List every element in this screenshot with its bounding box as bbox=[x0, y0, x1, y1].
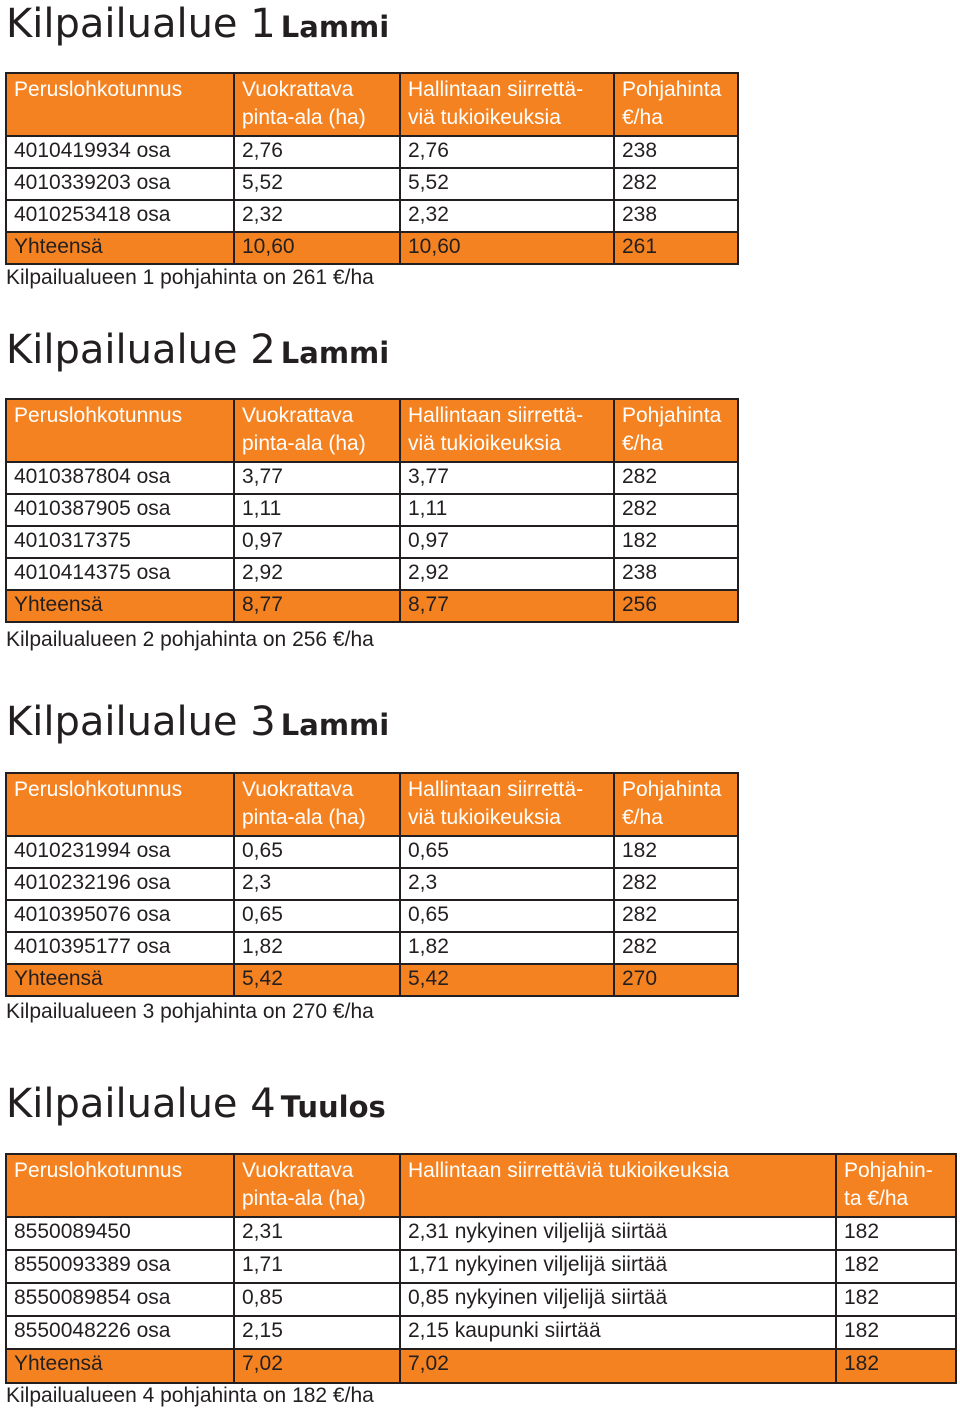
cell: 282 bbox=[614, 494, 738, 526]
cell: 1,82 bbox=[234, 932, 400, 964]
header-line: ta €/ha bbox=[844, 1187, 909, 1210]
section-title bbox=[6, 1081, 386, 1127]
table-total-row bbox=[6, 232, 738, 264]
header-line: viä tukioikeuksia bbox=[408, 806, 561, 829]
cell: 238 bbox=[614, 558, 738, 590]
cell: 10,60 bbox=[400, 232, 614, 264]
header-line: Vuokrattava bbox=[242, 404, 354, 427]
table-row bbox=[6, 136, 738, 168]
cell: 0,65 bbox=[400, 900, 614, 932]
header-line: Pohjahinta bbox=[622, 404, 722, 427]
cell: Yhteensä bbox=[6, 964, 234, 996]
cell: 282 bbox=[614, 168, 738, 200]
header-cell bbox=[234, 1154, 400, 1217]
cell: Yhteensä bbox=[6, 232, 234, 264]
header-cell bbox=[614, 73, 738, 136]
cell: 4010419934 osa bbox=[6, 136, 234, 168]
table-header-row bbox=[6, 399, 738, 462]
cell: 3,77 bbox=[234, 462, 400, 494]
table-header-row bbox=[6, 1154, 956, 1217]
header-line: Vuokrattava bbox=[242, 1159, 354, 1182]
header-line: Peruslohkotunnus bbox=[14, 1159, 183, 1182]
cell: 2,76 bbox=[400, 136, 614, 168]
table-row bbox=[6, 932, 738, 964]
header-line: pinta-ala (ha) bbox=[242, 1187, 366, 1210]
cell: 2,31 nykyinen viljelijä siirtää bbox=[400, 1217, 836, 1250]
cell: 182 bbox=[614, 836, 738, 868]
table-row bbox=[6, 836, 738, 868]
header-line: €/ha bbox=[622, 106, 663, 129]
cell: 2,15 kaupunki siirtää bbox=[400, 1316, 836, 1349]
section-title bbox=[6, 699, 390, 745]
cell: 0,97 bbox=[234, 526, 400, 558]
table-row bbox=[6, 1250, 956, 1283]
header-cell bbox=[6, 399, 234, 462]
cell: 270 bbox=[614, 964, 738, 996]
cell: 2,92 bbox=[400, 558, 614, 590]
cell: 282 bbox=[614, 462, 738, 494]
table-row bbox=[6, 526, 738, 558]
cell: 0,97 bbox=[400, 526, 614, 558]
header-line: Vuokrattava bbox=[242, 78, 354, 101]
header-cell bbox=[234, 399, 400, 462]
cell: 4010253418 osa bbox=[6, 200, 234, 232]
header-line: pinta-ala (ha) bbox=[242, 432, 366, 455]
cell: 4010395177 osa bbox=[6, 932, 234, 964]
cell: 7,02 bbox=[400, 1349, 836, 1383]
cell: 4010232196 osa bbox=[6, 868, 234, 900]
cell: 4010387804 osa bbox=[6, 462, 234, 494]
header-line: €/ha bbox=[622, 806, 663, 829]
section-title bbox=[6, 327, 390, 373]
header-line: viä tukioikeuksia bbox=[408, 432, 561, 455]
cell: 2,15 bbox=[234, 1316, 400, 1349]
header-line: Pohjahinta bbox=[622, 778, 722, 801]
header-line: Peruslohkotunnus bbox=[14, 78, 183, 101]
cell: 238 bbox=[614, 136, 738, 168]
table-row bbox=[6, 558, 738, 590]
cell: 261 bbox=[614, 232, 738, 264]
table-row bbox=[6, 1217, 956, 1250]
cell: 1,11 bbox=[234, 494, 400, 526]
cell: 4010395076 osa bbox=[6, 900, 234, 932]
table-row bbox=[6, 168, 738, 200]
header-cell bbox=[234, 73, 400, 136]
header-line: Pohjahinta bbox=[622, 78, 722, 101]
cell: 2,3 bbox=[234, 868, 400, 900]
header-line: Peruslohkotunnus bbox=[14, 778, 183, 801]
header-cell bbox=[400, 73, 614, 136]
land-table bbox=[5, 772, 739, 997]
table-header-row bbox=[6, 73, 738, 136]
cell: 182 bbox=[836, 1283, 956, 1316]
land-table bbox=[5, 398, 739, 623]
title-place: Lammi bbox=[280, 336, 390, 370]
table-row bbox=[6, 494, 738, 526]
header-cell bbox=[836, 1154, 956, 1217]
base-price-note: Kilpailualueen 3 pohjahinta on 270 €/ha bbox=[6, 1000, 374, 1023]
table-row bbox=[6, 1283, 956, 1316]
cell: 0,65 bbox=[400, 836, 614, 868]
header-cell bbox=[6, 73, 234, 136]
cell: 182 bbox=[836, 1250, 956, 1283]
cell: 282 bbox=[614, 900, 738, 932]
base-price-note: Kilpailualueen 2 pohjahinta on 256 €/ha bbox=[6, 628, 374, 651]
cell: 4010339203 osa bbox=[6, 168, 234, 200]
title-text: Kilpailualue 2 bbox=[6, 327, 276, 373]
cell: 0,65 bbox=[234, 900, 400, 932]
table-row bbox=[6, 900, 738, 932]
header-line: €/ha bbox=[622, 432, 663, 455]
title-place: Lammi bbox=[280, 10, 390, 44]
table-row bbox=[6, 868, 738, 900]
cell: 5,52 bbox=[400, 168, 614, 200]
header-line: viä tukioikeuksia bbox=[408, 106, 561, 129]
table-row bbox=[6, 1316, 956, 1349]
cell: 10,60 bbox=[234, 232, 400, 264]
cell: 182 bbox=[836, 1217, 956, 1250]
cell: 4010387905 osa bbox=[6, 494, 234, 526]
cell: 1,71 nykyinen viljelijä siirtää bbox=[400, 1250, 836, 1283]
cell: 256 bbox=[614, 590, 738, 622]
cell: 8550089450 bbox=[6, 1217, 234, 1250]
cell: 2,92 bbox=[234, 558, 400, 590]
header-cell bbox=[400, 1154, 836, 1217]
cell: 8550048226 osa bbox=[6, 1316, 234, 1349]
cell: 2,32 bbox=[400, 200, 614, 232]
cell: 4010231994 osa bbox=[6, 836, 234, 868]
title-text: Kilpailualue 4 bbox=[6, 1081, 276, 1127]
cell: 2,3 bbox=[400, 868, 614, 900]
table-row bbox=[6, 200, 738, 232]
cell: 0,85 nykyinen viljelijä siirtää bbox=[400, 1283, 836, 1316]
header-cell bbox=[6, 1154, 234, 1217]
header-cell bbox=[614, 399, 738, 462]
table-total-row bbox=[6, 1349, 956, 1383]
cell: 8,77 bbox=[400, 590, 614, 622]
cell: 0,85 bbox=[234, 1283, 400, 1316]
table-header-row bbox=[6, 773, 738, 836]
table-total-row bbox=[6, 964, 738, 996]
header-cell bbox=[400, 773, 614, 836]
land-table bbox=[5, 72, 739, 265]
cell: 282 bbox=[614, 868, 738, 900]
cell: 5,52 bbox=[234, 168, 400, 200]
header-line: Hallintaan siirrettäviä tukioikeuksia bbox=[408, 1159, 729, 1182]
title-text: Kilpailualue 1 bbox=[6, 1, 276, 47]
cell: Yhteensä bbox=[6, 1349, 234, 1383]
cell: 0,65 bbox=[234, 836, 400, 868]
cell: 1,71 bbox=[234, 1250, 400, 1283]
cell: 2,32 bbox=[234, 200, 400, 232]
header-line: Pohjahin- bbox=[844, 1159, 933, 1182]
header-cell bbox=[6, 773, 234, 836]
base-price-note: Kilpailualueen 4 pohjahinta on 182 €/ha bbox=[6, 1384, 374, 1407]
header-line: Hallintaan siirrettä- bbox=[408, 404, 584, 427]
cell: 2,76 bbox=[234, 136, 400, 168]
cell: Yhteensä bbox=[6, 590, 234, 622]
cell: 2,31 bbox=[234, 1217, 400, 1250]
title-text: Kilpailualue 3 bbox=[6, 699, 276, 745]
header-line: Vuokrattava bbox=[242, 778, 354, 801]
header-cell bbox=[400, 399, 614, 462]
cell: 8,77 bbox=[234, 590, 400, 622]
header-line: Peruslohkotunnus bbox=[14, 404, 183, 427]
cell: 4010414375 osa bbox=[6, 558, 234, 590]
base-price-note: Kilpailualueen 1 pohjahinta on 261 €/ha bbox=[6, 266, 374, 289]
cell: 1,82 bbox=[400, 932, 614, 964]
cell: 282 bbox=[614, 932, 738, 964]
cell: 3,77 bbox=[400, 462, 614, 494]
land-table bbox=[5, 1153, 957, 1384]
title-place: Lammi bbox=[280, 708, 390, 742]
cell: 182 bbox=[836, 1349, 956, 1383]
section-title bbox=[6, 1, 390, 47]
title-place: Tuulos bbox=[280, 1090, 386, 1124]
cell: 238 bbox=[614, 200, 738, 232]
cell: 5,42 bbox=[234, 964, 400, 996]
header-line: pinta-ala (ha) bbox=[242, 806, 366, 829]
cell: 182 bbox=[836, 1316, 956, 1349]
header-cell bbox=[614, 773, 738, 836]
cell: 1,11 bbox=[400, 494, 614, 526]
cell: 7,02 bbox=[234, 1349, 400, 1383]
table-row bbox=[6, 462, 738, 494]
cell: 4010317375 bbox=[6, 526, 234, 558]
header-cell bbox=[234, 773, 400, 836]
table-total-row bbox=[6, 590, 738, 622]
header-line: pinta-ala (ha) bbox=[242, 106, 366, 129]
header-line: Hallintaan siirrettä- bbox=[408, 78, 584, 101]
cell: 182 bbox=[614, 526, 738, 558]
header-line: Hallintaan siirrettä- bbox=[408, 778, 584, 801]
cell: 8550093389 osa bbox=[6, 1250, 234, 1283]
cell: 8550089854 osa bbox=[6, 1283, 234, 1316]
cell: 5,42 bbox=[400, 964, 614, 996]
